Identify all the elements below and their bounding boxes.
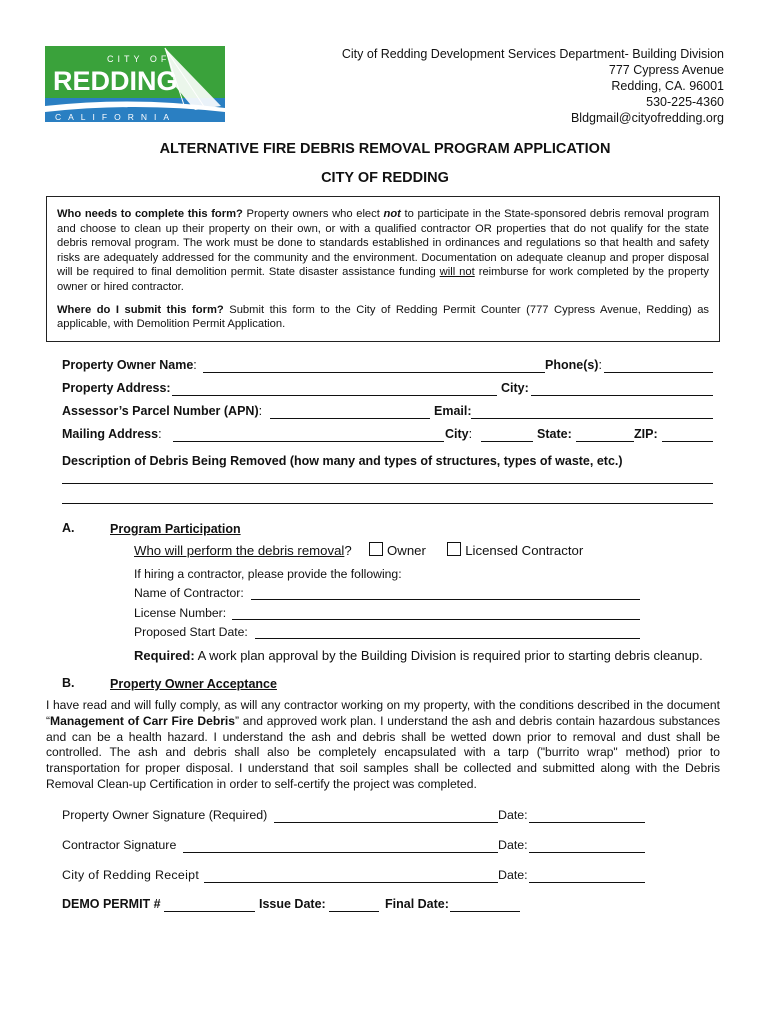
section-a-title: Program Participation xyxy=(110,522,241,536)
address-city: Redding, CA. 96001 xyxy=(611,79,724,93)
mailing-address-field[interactable] xyxy=(173,441,444,442)
section-b-letter: B. xyxy=(62,676,75,690)
owner-signature-date-label: Date: xyxy=(498,808,528,822)
license-number-label: License Number: xyxy=(134,606,227,620)
state-label: State: xyxy=(537,427,572,441)
where-answer: Submit this form to the City of Redding Permit Counter (777 Cypress Avenue, Redding) as applicable, with Demolition Permit Application. xyxy=(57,303,710,331)
start-date-label: Proposed Start Date: xyxy=(134,625,248,639)
logo-california-text: CALIFORNIA xyxy=(55,112,177,122)
contractor-name-label: Name of Contractor: xyxy=(134,586,244,600)
city-label: City: xyxy=(501,381,529,395)
zip-field[interactable] xyxy=(662,441,713,442)
contractor-name-field[interactable] xyxy=(251,599,640,600)
owner-signature-field[interactable] xyxy=(274,822,498,823)
phone-label: Phone(s): xyxy=(545,358,602,372)
required-text: A work plan approval by the Building Division is required prior to starting debris cleanup. xyxy=(197,648,703,663)
owner-checkbox[interactable] xyxy=(369,542,383,556)
city-of-redding-logo xyxy=(45,46,225,122)
contractor-checkbox[interactable] xyxy=(447,542,461,556)
city-field[interactable] xyxy=(531,395,713,396)
required-label: Required: xyxy=(134,648,195,663)
who-not: not xyxy=(383,208,401,220)
contractor-signature-field[interactable] xyxy=(183,852,498,853)
zip-label: ZIP: xyxy=(634,427,658,441)
owner-name-field[interactable] xyxy=(203,372,545,373)
debris-description-line-2[interactable] xyxy=(62,503,713,504)
who-answer-3: reimburse for work completed by the property owner or hired contractor. xyxy=(57,266,710,293)
license-number-field[interactable] xyxy=(232,619,640,620)
header-phone: 530-225-4360 xyxy=(646,95,724,109)
receipt-date-label: Date: xyxy=(498,868,528,882)
receipt-label: City of Redding Receipt xyxy=(62,868,200,882)
issue-date-field[interactable] xyxy=(329,911,379,912)
who-question: Who needs to complete this form? xyxy=(57,208,243,220)
instructions-box xyxy=(46,196,720,342)
mailing-city-label: City: xyxy=(445,427,473,441)
required-note xyxy=(134,648,703,663)
mailing-city-field[interactable] xyxy=(481,441,533,442)
state-field[interactable] xyxy=(576,441,634,442)
address-street: 777 Cypress Avenue xyxy=(608,63,724,77)
hiring-note: If hiring a contractor, please provide the following: xyxy=(134,567,402,581)
owner-signature-label: Property Owner Signature (Required) xyxy=(62,808,268,822)
final-date-field[interactable] xyxy=(450,911,520,912)
demo-permit-label: DEMO PERMIT # xyxy=(62,897,161,911)
apn-label: Assessor’s Parcel Number (APN): xyxy=(62,404,263,418)
section-b-title: Property Owner Acceptance xyxy=(110,677,277,691)
section-a-letter: A. xyxy=(62,521,75,535)
mailing-address-label: Mailing Address: xyxy=(62,427,162,441)
phone-field[interactable] xyxy=(604,372,713,373)
contractor-option-label: Licensed Contractor xyxy=(465,543,584,558)
who-answer-2: to participate in the State-sponsored debris removal program and choose to clean up their property on their own, or with a qualified contractor OR properties that do not qualify for the state debris removal program. The work must be done to standards established in ordinances and regulations so that health and safety risks are adequately addressed for the community and the environment. Documentation on adequate cleanup and proper disposal will be required to final demolition permit. State disaster assistance funding xyxy=(57,208,710,279)
page-subtitle: CITY OF REDDING xyxy=(321,170,449,186)
owner-name-label: Property Owner Name: xyxy=(62,358,197,372)
issue-date-label: Issue Date: xyxy=(259,897,326,911)
where-paragraph xyxy=(57,303,709,332)
apn-field[interactable] xyxy=(270,418,430,419)
contractor-signature-label: Contractor Signature xyxy=(62,838,177,852)
demo-permit-field[interactable] xyxy=(164,911,255,912)
owner-option-label: Owner xyxy=(387,543,426,558)
header-email[interactable]: Bldgmail@cityofredding.org xyxy=(570,111,724,125)
who-will-not: will not xyxy=(439,266,475,279)
debris-description-label: Description of Debris Being Removed (how many and types of structures, types of waste, etc.) xyxy=(62,454,623,468)
start-date-field[interactable] xyxy=(255,638,640,639)
contractor-signature-date-field[interactable] xyxy=(529,852,645,853)
email-label: Email: xyxy=(434,404,472,418)
owner-signature-date-field[interactable] xyxy=(529,822,645,823)
page-title: ALTERNATIVE FIRE DEBRIS REMOVAL PROGRAM APPLICATION xyxy=(159,141,611,157)
department-name: City of Redding Development Services Department- Building Division xyxy=(341,47,724,61)
final-date-label: Final Date: xyxy=(385,897,449,911)
where-question: Where do I submit this form? xyxy=(57,303,224,316)
receipt-date-field[interactable] xyxy=(529,882,645,883)
property-address-field[interactable] xyxy=(172,395,497,396)
logo-city-of-text: CITY OF xyxy=(107,54,171,64)
property-address-label: Property Address: xyxy=(62,381,171,395)
debris-description-line-1[interactable] xyxy=(62,483,713,484)
logo-redding-text: REDDING xyxy=(53,66,178,96)
acceptance-paragraph: I have read and will fully comply, as will any contractor working on my property, with the conditions described in the document “Management of Carr Fire Debris” and approved work plan. I understand the ash and debris contain hazardous substances and can be a health hazard. I understand the ash and debris shall be wetted down prior to removal and dust shall be controlled. The ash and debris shall also be completely encapsulated with a tarp ("burrito wrap" method) prior to transportation for proper disposal. I understand that soil samples shall be collected and submitted along with the Debris Removal Clean-up Certification in order to self-certify the project was completed. xyxy=(46,698,721,791)
who-paragraph xyxy=(57,207,709,295)
performer-question: Who will perform the debris removal xyxy=(134,543,345,558)
email-field[interactable] xyxy=(471,418,713,419)
contractor-signature-date-label: Date: xyxy=(498,838,528,852)
receipt-field[interactable] xyxy=(204,882,498,883)
performer-question-row: Who will perform the debris removal? Owner Licensed Contractor xyxy=(134,543,584,558)
who-answer-1: Property owners who elect xyxy=(246,208,380,220)
